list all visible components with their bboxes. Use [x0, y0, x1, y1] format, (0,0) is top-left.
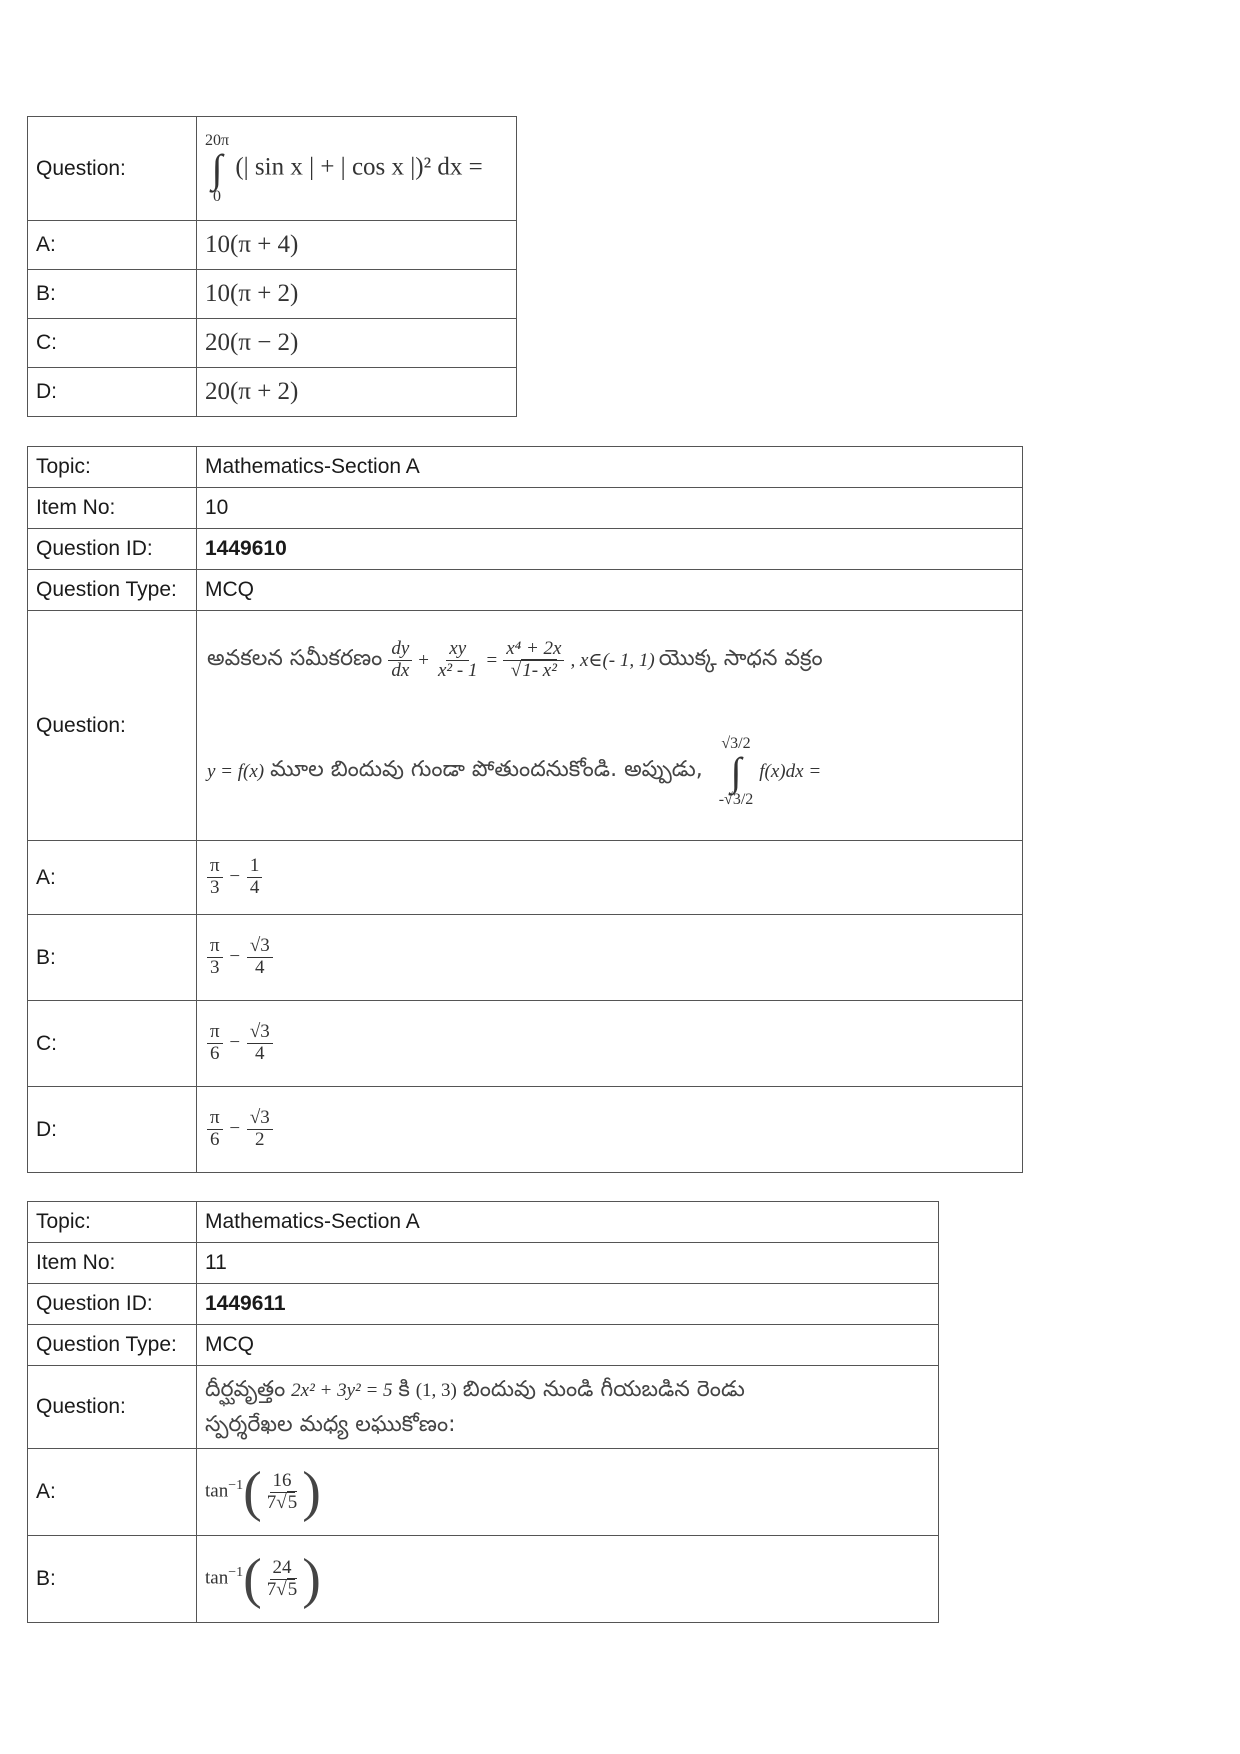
option-label: D:	[28, 368, 197, 417]
option-label: B:	[28, 1536, 197, 1623]
integrand: (| sin x | + | cos x |)² dx =	[235, 153, 483, 181]
integrand: f(x)dx =	[759, 760, 822, 782]
option-label: B:	[28, 915, 197, 1001]
question-text: స్పర్శరేఖల మధ్య లఘుకోణం:	[205, 1411, 456, 1437]
meta-label: Topic:	[28, 447, 197, 488]
ellipse-equation: 2x² + 3y² = 5	[291, 1379, 393, 1401]
plus-sign: +	[418, 649, 429, 671]
question-table-2	[27, 446, 1023, 1173]
meta-label: Item No:	[28, 1243, 197, 1284]
question-text: కి	[398, 1376, 410, 1402]
option-value: 10(π + 2)	[197, 270, 517, 319]
meta-label: Item No:	[28, 488, 197, 529]
question-text: మూల బిందువు గుండా పోతుందనుకోండి. అప్పుడు,	[270, 756, 703, 782]
question-body	[197, 611, 1023, 841]
option-value: $\tan^{-1}$( $\frac{16}{7√5}$ )	[197, 1449, 939, 1536]
option-value: 20(π − 2)	[197, 319, 517, 368]
option-label: C:	[28, 319, 197, 368]
question-body	[197, 1366, 939, 1449]
option-value: $\frac{\pi}{6}$ − $\frac{√3}{4}$	[197, 1001, 1023, 1087]
item-no-value: 10	[197, 488, 1023, 529]
definite-integral: √3/2 ∫ -√3/2	[718, 734, 754, 808]
option-label: B:	[28, 270, 197, 319]
question-text: అవకలన సమీకరణం	[207, 645, 383, 671]
option-label: A:	[28, 221, 197, 270]
meta-label: Question ID:	[28, 529, 197, 570]
fraction-dy-dx: $\frac{dy}{dx}$	[388, 639, 412, 682]
question-type-value: MCQ	[197, 570, 1023, 611]
fraction-xy: $\frac{xy}{\text{x² - 1}}$	[438, 638, 478, 681]
question-id: 1449611	[205, 1292, 286, 1315]
question-id: 1449610	[205, 537, 287, 560]
option-value: $\frac{\pi}{6}$ − $\frac{√3}{2}$	[197, 1087, 1023, 1173]
question-text: దీర్ఘవృత్తం	[205, 1376, 286, 1402]
question-label: Question:	[28, 117, 197, 221]
topic-value: Mathematics-Section A	[197, 447, 1023, 488]
curve-text: y = f(x)	[207, 760, 265, 782]
option-label: C:	[28, 1001, 197, 1087]
option-value: 20(π + 2)	[197, 368, 517, 417]
question-id-value	[197, 1284, 939, 1325]
equals-sign: =	[486, 649, 498, 671]
option-value: $\tan^{-1}$( $\frac{24}{7√5}$ )	[197, 1536, 939, 1623]
integral: 20π ∫ 0	[205, 131, 230, 205]
question-text: యొక్క సాధన వక్రం	[658, 645, 823, 671]
option-label: A:	[28, 841, 197, 915]
meta-label: Question Type:	[28, 1325, 197, 1366]
meta-label: Question ID:	[28, 1284, 197, 1325]
question-label: Question:	[28, 1366, 197, 1449]
option-label: D:	[28, 1087, 197, 1173]
question-text: బిందువు నుండి గీయబడిన రెండు	[462, 1376, 745, 1402]
question-table-1	[27, 116, 517, 417]
question-math	[197, 117, 517, 221]
topic-value: Mathematics-Section A	[197, 1202, 939, 1243]
question-id-value	[197, 529, 1023, 570]
question-type-value: MCQ	[197, 1325, 939, 1366]
option-value: $\frac{\pi}{3}$ − $\frac{1}{4}$	[197, 841, 1023, 915]
fraction-rhs: $\frac{\text{x⁴ + 2x}}{\text{√1- x²}}$	[503, 639, 564, 682]
question-label: Question:	[28, 611, 197, 841]
option-value: $\frac{\pi}{3}$ − $\frac{√3}{4}$	[197, 915, 1023, 1001]
point: (1, 3)	[415, 1379, 457, 1401]
item-no-value: 11	[197, 1243, 939, 1284]
question-table-3	[27, 1201, 939, 1623]
meta-label: Topic:	[28, 1202, 197, 1243]
option-label: A:	[28, 1449, 197, 1536]
option-value: 10(π + 4)	[197, 221, 517, 270]
domain-text: , x∈(- 1, 1)	[570, 650, 655, 671]
meta-label: Question Type:	[28, 570, 197, 611]
